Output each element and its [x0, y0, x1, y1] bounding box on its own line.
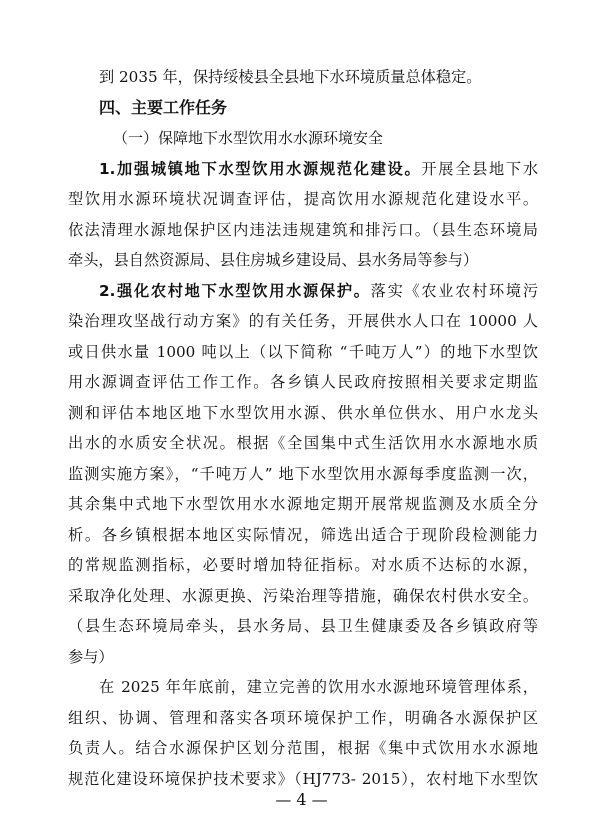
paragraph-line: 监测实施方案》，“千吨万人” 地下水型饮用水源每季度监测一次， — [68, 464, 538, 483]
paragraph-line: 采取净化处理、水源更换、污染治理等措施，确保农村供水安全。 — [68, 586, 538, 605]
paragraph-line — [68, 154, 538, 185]
paragraph-line: 型饮用水源环境状况调查评估，提高饮用水源规范化建设水平。 — [68, 190, 538, 208]
paragraph-line: 其余集中式地下水型饮用水水源地定期开展常规监测及水质全分 — [68, 495, 538, 513]
item-text: 落实《农业农村环境污 — [370, 281, 538, 300]
paragraph-line: 或日供水量 1000 吨以上（以下简称 “千吨万人”）的地下水型饮 — [68, 342, 538, 361]
paragraph-line: 牵头，县自然资源局、县住房城乡建设局、县水务局等参与） — [68, 251, 479, 269]
paragraph-line: 测和评估本地区地下水型饮用水源、供水单位供水、用户水龙头 — [68, 403, 538, 422]
paragraph-line: 参与） — [68, 647, 114, 666]
paragraph-line: 用水源调查评估工作工作。各乡镇人民政府按照相关要求定期监 — [68, 373, 538, 391]
paragraph-line: 的常规监测指标，必要时增加特征指标。对水质不达标的水源， — [68, 556, 538, 574]
item-title: 2.强化农村地下水型饮用水源保护。 — [99, 281, 371, 300]
paragraph-line — [68, 276, 538, 307]
paragraph-line: 出水的水质安全状况。根据《全国集中式生活饮用水水源地水质 — [68, 434, 538, 452]
paragraph-line: 染治理攻坚战行动方案》的有关任务，开展供水人口在 10000 人 — [68, 312, 538, 330]
item-title: 1.加强城镇地下水型饮用水源规范化建设。 — [99, 159, 422, 178]
page-number: — 4 — — [275, 790, 328, 809]
subsection-heading: （一）保障地下水型饮用水水源环境安全 — [113, 129, 384, 147]
paragraph-line: 规范化建设环境保护技术要求》（HJ773- 2015），农村地下水型饮 — [68, 769, 538, 788]
paragraph-line: 在 2025 年年底前，建立完善的饮用水水源地环境管理体系， — [99, 678, 538, 696]
paragraph-line: 析。各乡镇根据本地区实际情况，筛选出适合于现阶段检测能力 — [68, 525, 538, 544]
paragraph-line: 依法清理水源地保护区内违法违规建筑和排污口。（县生态环境局 — [68, 220, 538, 239]
paragraph-line: 到 2035 年，保持绥棱县全县地下水环境质量总体稳定。 — [99, 68, 482, 86]
document-body — [68, 62, 538, 794]
paragraph-line: 负责人。结合水源保护区划分范围，根据《集中式饮用水水源地 — [68, 739, 538, 757]
paragraph-line: （县生态环境局牵头，县水务局、县卫生健康委及各乡镇政府等 — [68, 617, 538, 635]
item-text: 开展全县地下水 — [421, 159, 538, 178]
section-heading: 四、主要工作任务 — [99, 97, 228, 117]
paragraph-line: 组织、协调、管理和落实各项环境保护工作，明确各水源保护区 — [68, 708, 538, 727]
